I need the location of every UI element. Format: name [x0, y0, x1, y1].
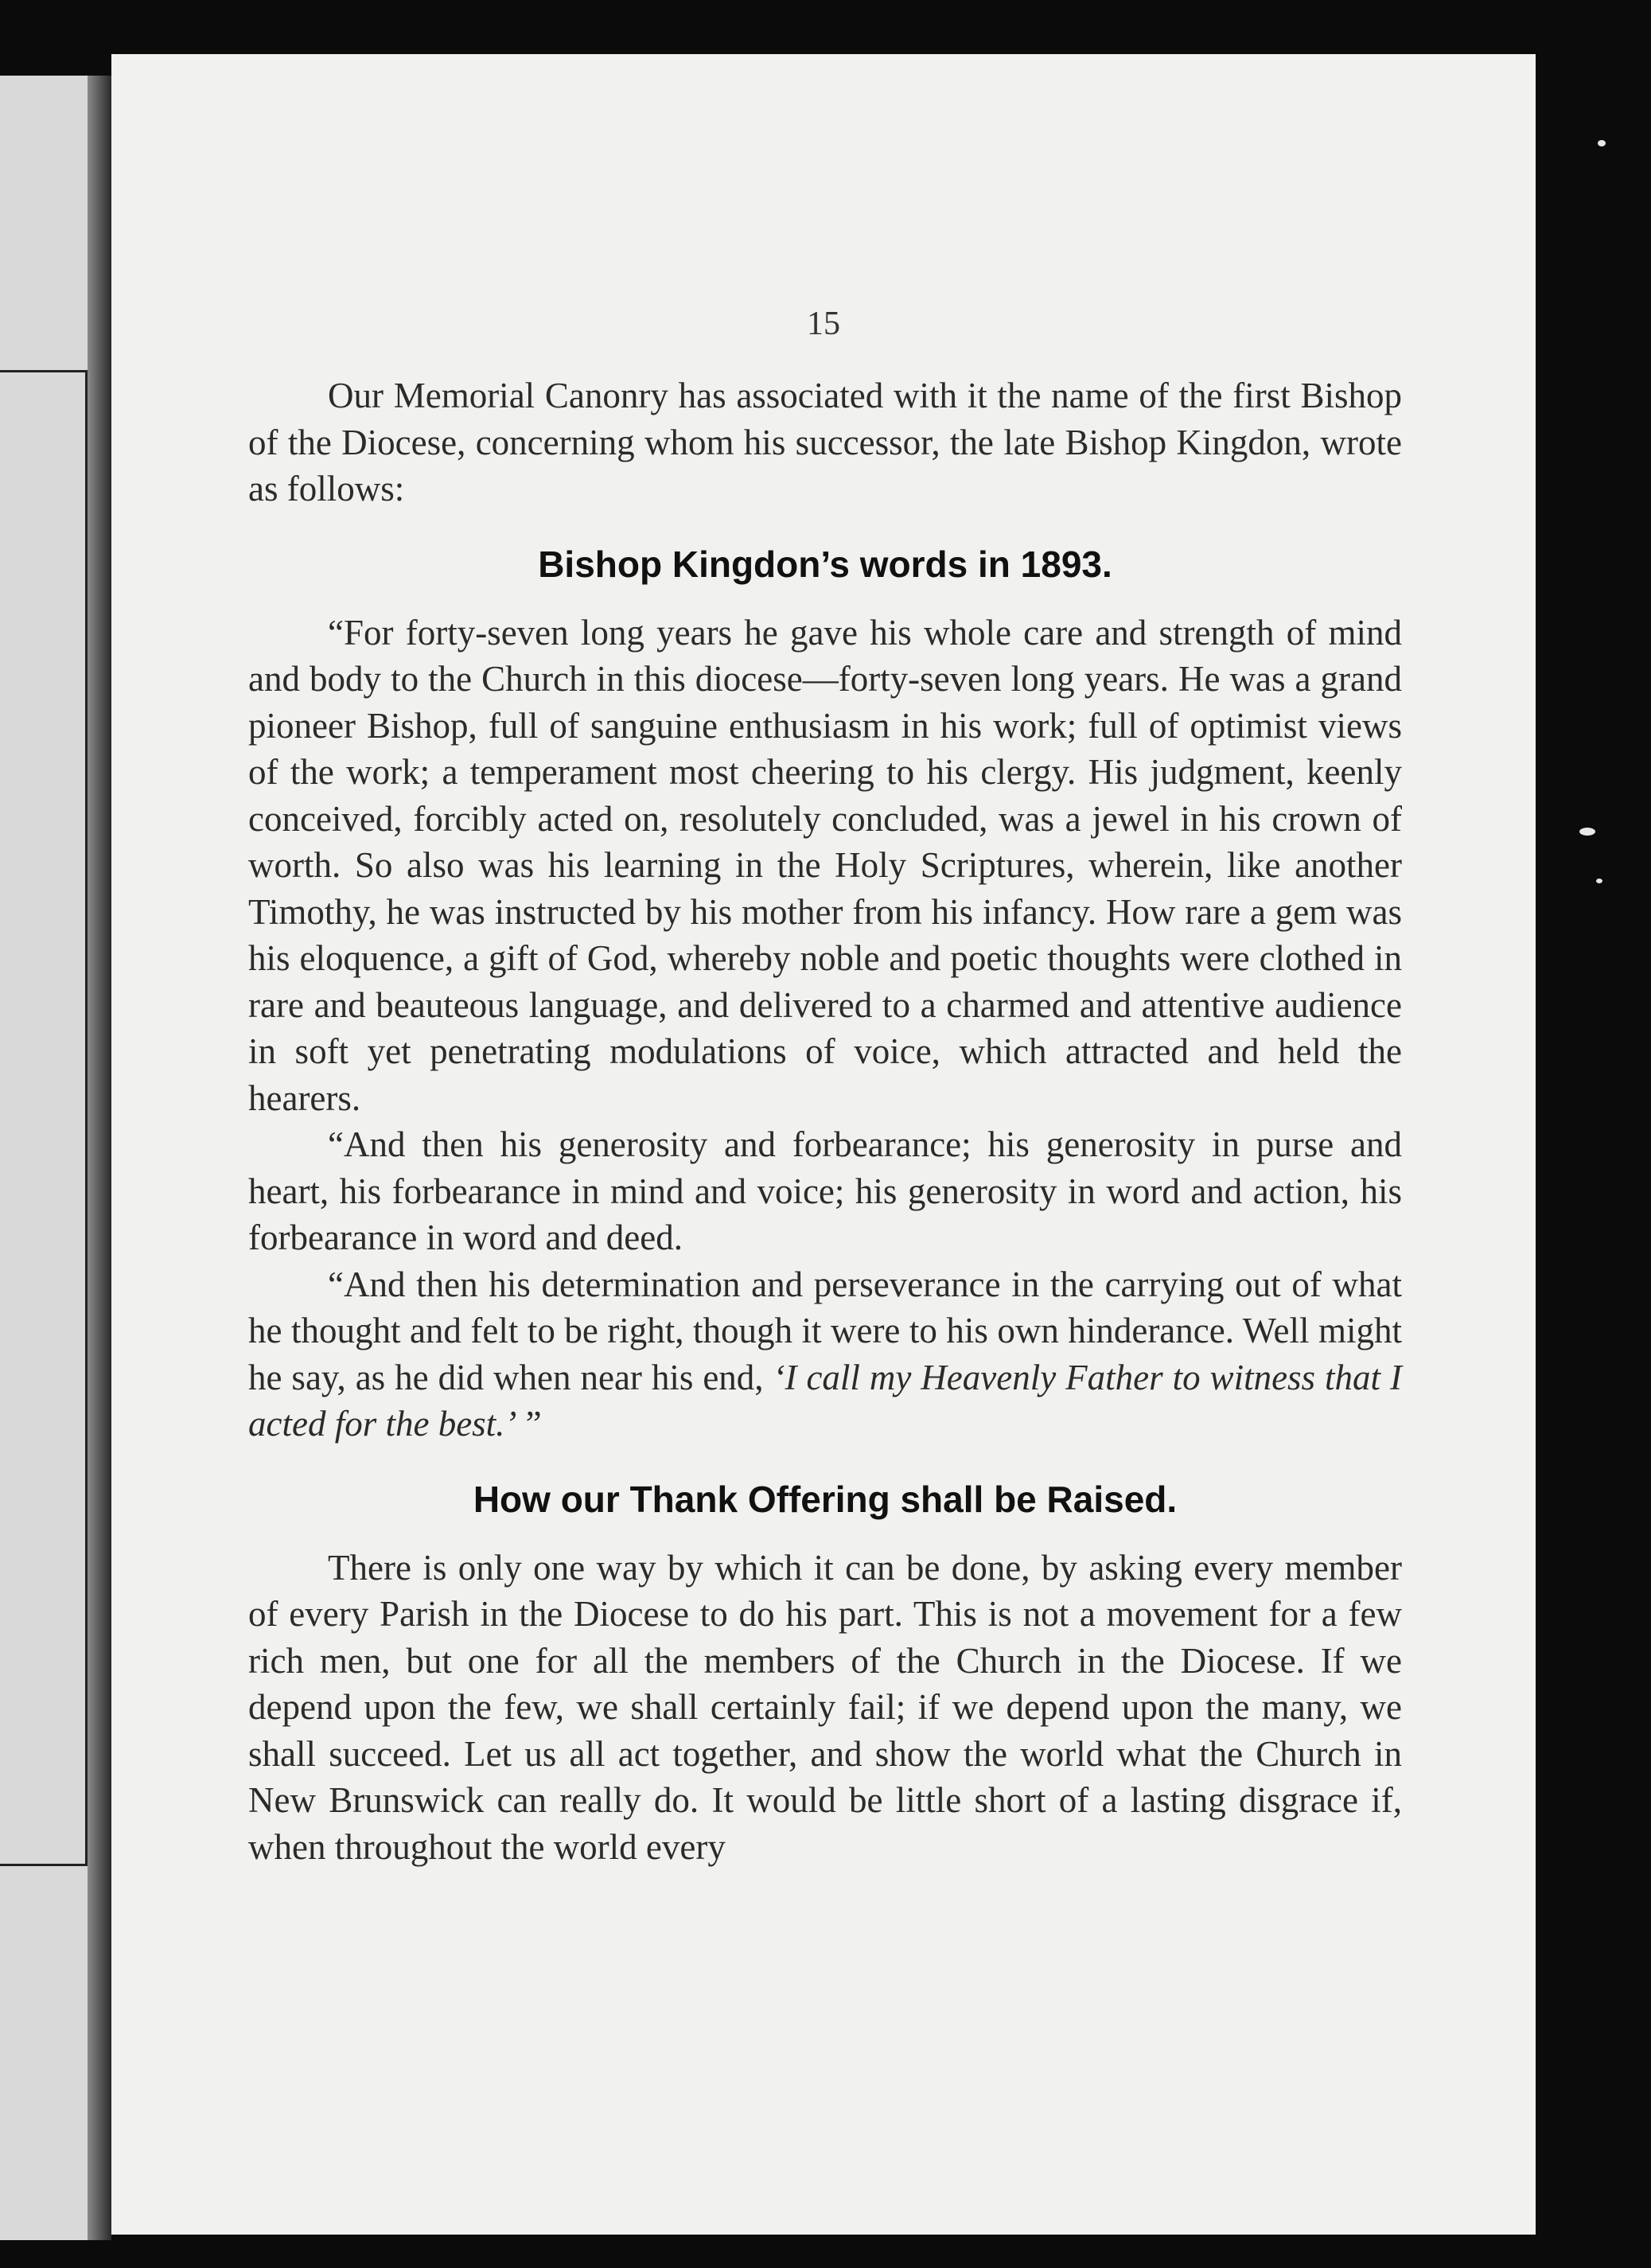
intro-paragraph: Our Memorial Canonry has associated with it the name of the first Bishop of the Diocese, concerning whom his successor, the late Bishop Kingdon, wrote as follows:	[248, 376, 1402, 509]
thank-offering-paragraph: There is only one way by which it can be done, by asking every member of every Parish in the Diocese to do his part. This is not a movement for a few rich men, but one for all the members of the Church in the Diocese. If we depend upon the few, we shall certainly fail; if we depend upon the many, we shall succeed. Let us all act together, and show the world what the Church in New Brunswick can really do. It would be little short of a lasting disgrace if, when throughout the world every	[248, 1547, 1402, 1867]
kingdon-quote-close: ”	[516, 1404, 542, 1444]
page-content	[248, 253, 1402, 1870]
adjacent-page-frame	[0, 370, 88, 1866]
section-heading-kingdon: Bishop Kingdon’s words in 1893.	[538, 543, 1112, 585]
scan-speck	[1579, 828, 1595, 836]
kingdon-paragraph-2: “And then his generosity and forbearance; his generosity in purse and heart, his forbearance in mind and voice; his generosity in word and action, his forbearance in word and deed.	[248, 1124, 1402, 1257]
kingdon-paragraph-3-text: “And then his determination and perseverance in the carrying out of what he thought and felt to be right, though it were to his own hinderance. Well might he say, as he did when near his end,	[248, 1264, 1402, 1397]
document-page	[111, 54, 1536, 2235]
page-number: 15	[807, 306, 840, 342]
kingdon-paragraph-3	[248, 1261, 1402, 1448]
kingdon-quote: ‘I call my Heavenly Father to witness that I acted for the best.’	[248, 1357, 1402, 1444]
adjacent-page	[0, 76, 111, 2240]
section-heading-thank-offering: How our Thank Offering shall be Raised.	[473, 1478, 1178, 1520]
kingdon-paragraph-1: “For forty-seven long years he gave his whole care and strength of mind and body to the Church in this diocese—forty-seven long years. He was a grand pioneer Bishop, full of sanguine enthusiasm in his work; full of optimist views of the work; a temperament most cheering to his clergy. His judgment, keenly conceived, forcibly acted on, resolutely concluded, was a jewel in his crown of worth. So also was his learning in the Holy Scriptures, wherein, like another Timothy, he was instructed by his mother from his infancy. How rare a gem was his eloquence, a gift of God, whereby noble and poetic thoughts were clothed in rare and beauteous language, and delivered to a charmed and attentive audience in soft yet penetrating modulations of voice, which attracted and held the hearers.	[248, 612, 1402, 1118]
book-spine	[88, 76, 111, 2240]
scan-speck	[1598, 140, 1606, 146]
scan-speck	[1596, 879, 1602, 883]
